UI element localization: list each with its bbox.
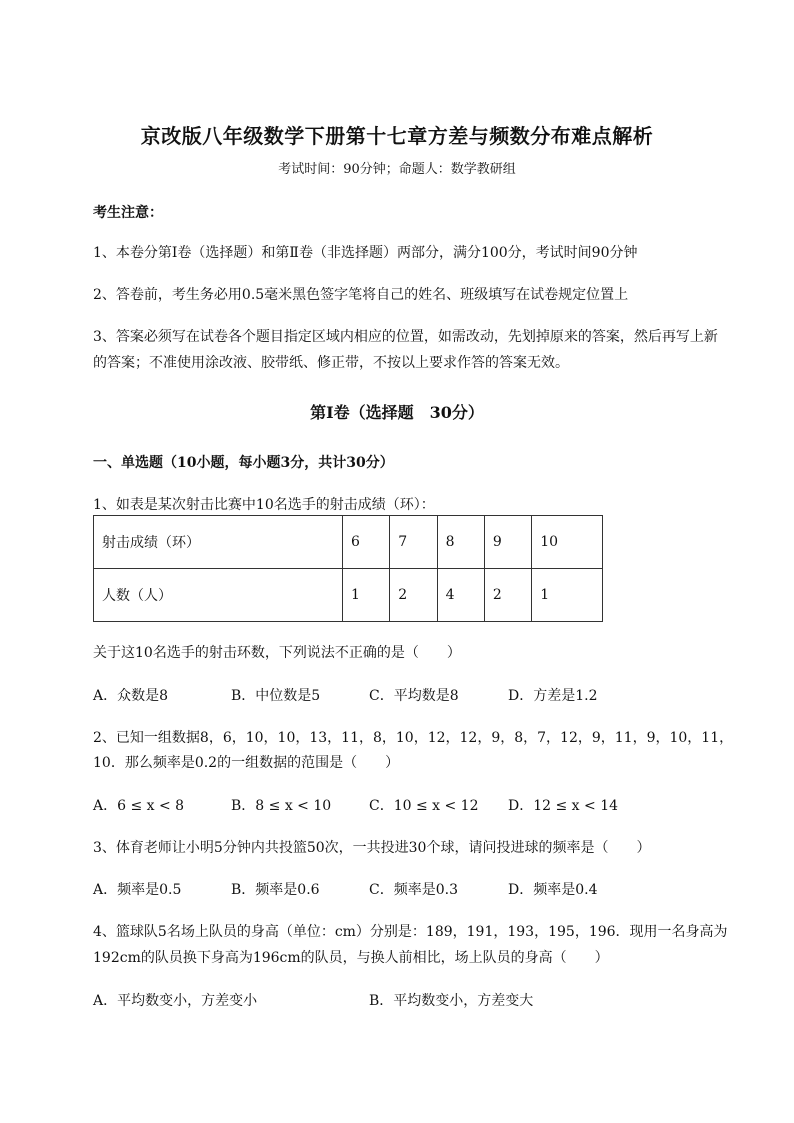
score-table <box>93 515 603 622</box>
q1-stem: 1、如表是某次射击比赛中10名选手的射击成绩（环）： <box>93 497 435 513</box>
q4-option-a[interactable]: A．平均数变小，方差变小 <box>93 993 258 1009</box>
q3-option-b[interactable]: B．频率是0.6 <box>231 882 320 898</box>
q4-stem-line2: 192cm的队员换下身高为196cm的队员，与换人前相比，场上队员的身高（ ） <box>93 950 609 966</box>
table-cell: 1 <box>343 569 390 622</box>
q1-option-c[interactable]: C．平均数是8 <box>369 688 459 704</box>
q2-option-d[interactable]: D．12 ≤ x < 14 <box>508 798 619 814</box>
q3-option-d[interactable]: D．频率是0.4 <box>508 882 598 898</box>
q3-stem: 3、体育老师让小明5分钟内共投篮50次，一共投进30个球，请问投进球的频率是（ ） <box>93 840 651 856</box>
q2-stem-line2: 10．那么频率是0.2的一组数据的范围是（ ） <box>93 755 400 771</box>
table-cell: 10 <box>532 516 603 569</box>
exam-info: 考试时间：90分钟；命题人：数学教研组 <box>278 162 516 177</box>
q1-option-a[interactable]: A．众数是8 <box>93 688 169 704</box>
notice-heading: 考生注意： <box>93 205 163 221</box>
q2-option-b[interactable]: B．8 ≤ x < 10 <box>231 798 332 814</box>
q2-option-a[interactable]: A．6 ≤ x < 8 <box>93 798 185 814</box>
table-cell: 8 <box>437 516 484 569</box>
notice-item-1: 1、本卷分第Ⅰ卷（选择题）和第Ⅱ卷（非选择题）两部分，满分100分，考试时间90分钟 <box>93 245 638 261</box>
table-cell: 1 <box>532 569 603 622</box>
page-title: 京改版八年级数学下册第十七章方差与频数分布难点解析 <box>140 124 654 148</box>
table-cell: 2 <box>390 569 437 622</box>
q1-option-b[interactable]: B．中位数是5 <box>231 688 321 704</box>
notice-item-2: 2、答卷前，考生务必用0.5毫米黑色签字笔将自己的姓名、班级填写在试卷规定位置上 <box>93 287 629 303</box>
q4-stem-line1: 4、篮球队5名场上队员的身高（单位：cm）分别是：189，191，193，195，196．现用一名身高为 <box>93 924 728 940</box>
q1-question: 关于这10名选手的射击环数，下列说法不正确的是（ ） <box>93 645 461 661</box>
q3-option-a[interactable]: A．频率是0.5 <box>93 882 182 898</box>
table-cell: 7 <box>390 516 437 569</box>
part-heading: 一、单选题（10小题，每小题3分，共计30分） <box>93 455 394 471</box>
q2-option-c[interactable]: C．10 ≤ x < 12 <box>369 798 479 814</box>
table-cell: 人数（人） <box>94 569 343 622</box>
table-cell: 射击成绩（环） <box>94 516 343 569</box>
notice-item-3: 3、答案必须写在试卷各个题目指定区域内相应的位置，如需改动，先划掉原来的答案，然后再写上新 <box>93 329 718 345</box>
table-cell: 6 <box>343 516 390 569</box>
table-cell: 9 <box>484 516 531 569</box>
notice-item-3-cont: 的答案；不准使用涂改液、胶带纸、修正带，不按以上要求作答的答案无效。 <box>93 355 569 371</box>
table-row <box>94 569 603 622</box>
q4-option-b[interactable]: B．平均数变小，方差变大 <box>369 993 534 1009</box>
q3-option-c[interactable]: C．频率是0.3 <box>369 882 458 898</box>
table-cell: 4 <box>437 569 484 622</box>
q2-stem-line1: 2、已知一组数据8，6，10，10，13，11，8，10，12，12，9，8，7，12，9，11，9，10，11， <box>93 730 734 746</box>
section-title: 第Ⅰ卷（选择题 30分） <box>310 403 484 422</box>
table-row <box>94 516 603 569</box>
table-cell: 2 <box>484 569 531 622</box>
q1-option-d[interactable]: D．方差是1.2 <box>508 688 598 704</box>
